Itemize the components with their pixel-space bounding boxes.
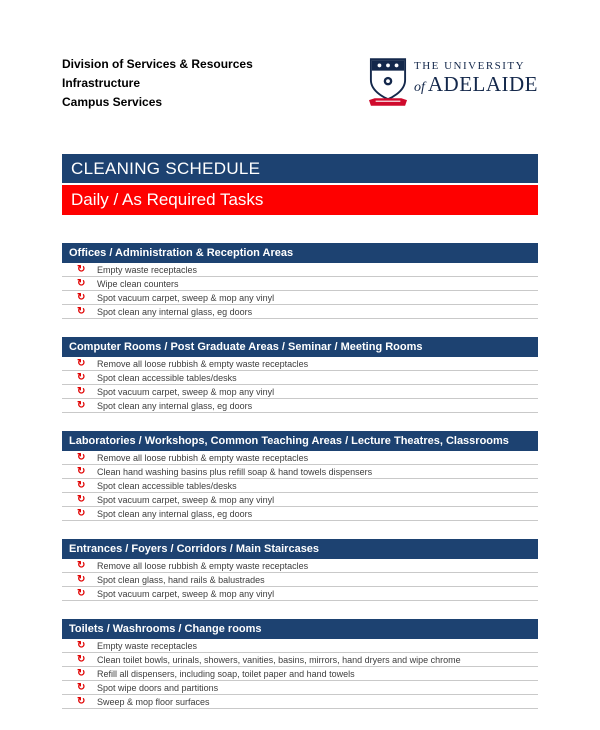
org-block <box>62 55 253 112</box>
task-row <box>62 559 538 573</box>
task-row <box>62 371 538 385</box>
task-row <box>62 263 538 277</box>
task-row <box>62 681 538 695</box>
section-rows <box>62 639 538 709</box>
task-label: Refill all dispensers, including soap, toilet paper and hand towels <box>97 668 355 679</box>
org-line: Division of Services & Resources <box>62 57 253 71</box>
section-rows <box>62 451 538 521</box>
task-bullet-icon: ↻ <box>77 653 86 665</box>
task-row <box>62 667 538 681</box>
task-label: Empty waste receptacles <box>97 640 198 651</box>
task-label: Spot clean any internal glass, eg doors <box>97 508 253 519</box>
task-row <box>62 385 538 399</box>
title-banner: CLEANING SCHEDULE <box>62 154 538 183</box>
page-header <box>62 55 538 112</box>
task-row <box>62 357 538 371</box>
task-label: Empty waste receptacles <box>97 264 198 275</box>
task-row <box>62 573 538 587</box>
cleaning-section <box>62 431 538 521</box>
section-header: Laboratories / Workshops, Common Teaching Areas / Lecture Theatres, Classrooms <box>62 431 538 451</box>
org-line: Infrastructure <box>62 76 141 90</box>
task-label: Spot vacuum carpet, sweep & mop any vinyl <box>97 494 275 505</box>
section-header: Offices / Administration & Reception Areas <box>62 243 538 263</box>
task-bullet-icon: ↻ <box>77 559 86 571</box>
university-crest-icon <box>369 58 407 108</box>
task-bullet-icon: ↻ <box>77 385 86 397</box>
subtitle-banner: Daily / As Required Tasks <box>62 185 538 215</box>
task-row <box>62 277 538 291</box>
task-bullet-icon: ↻ <box>77 573 86 585</box>
task-bullet-icon: ↻ <box>77 639 86 651</box>
task-row <box>62 587 538 601</box>
task-bullet-icon: ↻ <box>77 479 86 491</box>
task-label: Spot clean any internal glass, eg doors <box>97 400 253 411</box>
section-list <box>62 243 538 709</box>
task-bullet-icon: ↻ <box>77 493 86 505</box>
task-bullet-icon: ↻ <box>77 399 86 411</box>
task-bullet-icon: ↻ <box>77 507 86 519</box>
task-bullet-icon: ↻ <box>77 305 86 317</box>
task-bullet-icon: ↻ <box>77 291 86 303</box>
logo-line-of-adelaide <box>414 73 538 99</box>
task-bullet-icon: ↻ <box>77 277 86 289</box>
task-row <box>62 479 538 493</box>
task-label: Spot vacuum carpet, sweep & mop any vinyl <box>97 386 275 397</box>
task-row <box>62 451 538 465</box>
task-label: Sweep & mop floor surfaces <box>97 696 210 707</box>
logo-of: of <box>413 80 425 95</box>
task-label: Clean hand washing basins plus refill soap & hand towels dispensers <box>97 466 373 477</box>
section-rows <box>62 263 538 319</box>
task-label: Spot vacuum carpet, sweep & mop any vinyl <box>97 588 275 599</box>
org-line: Campus Services <box>62 95 163 109</box>
task-row <box>62 639 538 653</box>
task-row <box>62 399 538 413</box>
section-header: Computer Rooms / Post Graduate Areas / Seminar / Meeting Rooms <box>62 337 538 357</box>
task-label: Wipe clean counters <box>97 278 179 289</box>
task-bullet-icon: ↻ <box>77 587 86 599</box>
logo-line-the-university: THE UNIVERSITY <box>413 60 526 72</box>
cleaning-section <box>62 337 538 413</box>
section-rows <box>62 559 538 601</box>
task-label: Spot clean any internal glass, eg doors <box>97 306 253 317</box>
task-row <box>62 305 538 319</box>
task-row <box>62 653 538 667</box>
cleaning-section <box>62 619 538 709</box>
task-label: Spot vacuum carpet, sweep & mop any vinyl <box>97 292 275 303</box>
section-header: Entrances / Foyers / Corridors / Main Staircases <box>62 539 538 559</box>
cleaning-section <box>62 243 538 319</box>
logo-name: ADELAIDE <box>427 72 538 96</box>
task-row <box>62 465 538 479</box>
task-bullet-icon: ↻ <box>77 681 86 693</box>
task-bullet-icon: ↻ <box>77 695 86 707</box>
task-bullet-icon: ↻ <box>77 357 86 369</box>
task-bullet-icon: ↻ <box>77 465 86 477</box>
task-row <box>62 695 538 709</box>
task-label: Remove all loose rubbish & empty waste receptacles <box>97 358 309 369</box>
task-row <box>62 507 538 521</box>
task-row <box>62 493 538 507</box>
university-logo-text <box>414 60 538 99</box>
task-label: Spot clean accessible tables/desks <box>97 372 237 383</box>
task-label: Spot wipe doors and partitions <box>97 682 219 693</box>
task-label: Remove all loose rubbish & empty waste receptacles <box>97 560 309 571</box>
cleaning-section <box>62 539 538 601</box>
task-label: Remove all loose rubbish & empty waste receptacles <box>97 452 309 463</box>
task-bullet-icon: ↻ <box>77 263 86 275</box>
task-bullet-icon: ↻ <box>77 667 86 679</box>
task-row <box>62 291 538 305</box>
section-rows <box>62 357 538 413</box>
task-label: Spot clean accessible tables/desks <box>97 480 237 491</box>
task-label: Spot clean glass, hand rails & balustrades <box>97 574 265 585</box>
section-header: Toilets / Washrooms / Change rooms <box>62 619 538 639</box>
university-logo <box>369 58 538 108</box>
task-bullet-icon: ↻ <box>77 371 86 383</box>
task-bullet-icon: ↻ <box>77 451 86 463</box>
task-label: Clean toilet bowls, urinals, showers, vanities, basins, mirrors, hand dryers and wipe chrome <box>97 654 461 665</box>
